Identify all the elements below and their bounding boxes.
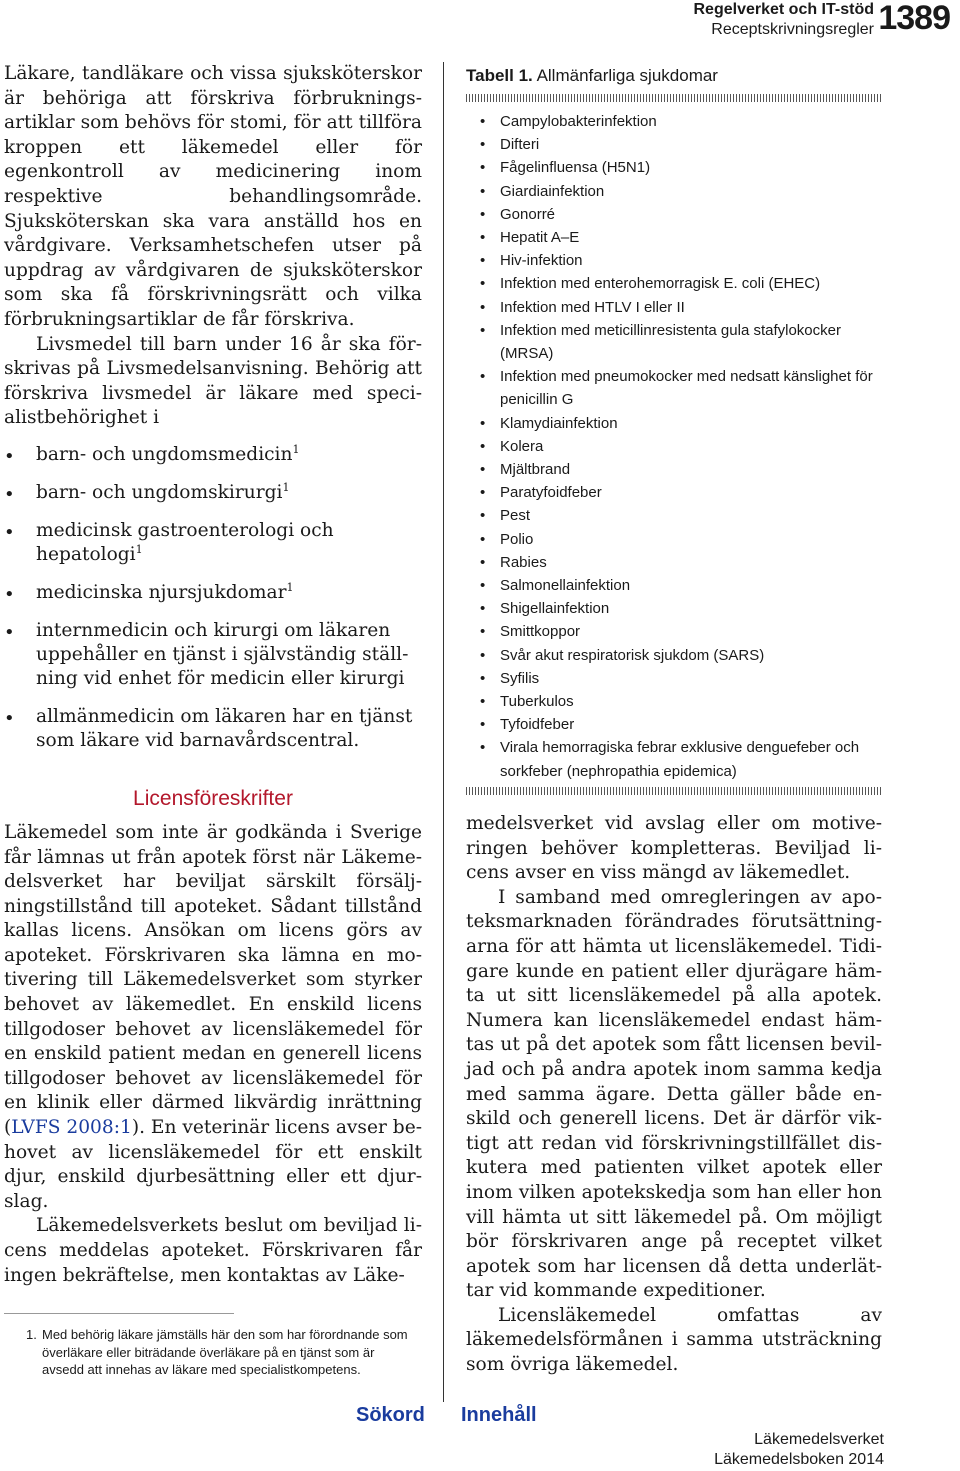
footnote-ref[interactable]: 1 — [282, 480, 290, 494]
bullet-icon: • — [480, 136, 486, 154]
disease-item — [466, 365, 882, 411]
disease-item — [466, 597, 882, 620]
footnote-ref[interactable]: 1 — [292, 442, 300, 456]
bullet-icon: • — [480, 414, 486, 432]
table-label: Tabell 1. — [466, 66, 533, 85]
bullet-icon: • — [4, 621, 15, 643]
running-header — [554, 0, 874, 40]
bullet-icon: • — [480, 623, 486, 641]
list-item — [4, 443, 422, 467]
page-number: 1389 — [878, 0, 950, 37]
bullet-icon: • — [480, 600, 486, 618]
table-title — [466, 66, 882, 86]
left-column — [4, 62, 422, 1288]
list-item-text: internmedicin och kirurgi om läkaren uppehåller en tjänst i självständig ställning vid enhet för medicin eller kirurgi — [36, 619, 409, 689]
disease-item — [466, 551, 882, 574]
bullet-icon: • — [480, 298, 486, 316]
list-item-text: allmänmedicin om läkaren har en tjänst som läkare vid barnavårdscentral. — [36, 705, 413, 751]
disease-name: Infektion med HTLV I eller II — [500, 298, 685, 316]
disease-item — [466, 435, 882, 458]
page-footer — [714, 1430, 884, 1470]
footer-publisher: Läkemedelsverket — [754, 1431, 884, 1448]
table-bottom-rule — [466, 787, 882, 795]
disease-item — [466, 644, 882, 667]
disease-item — [466, 574, 882, 597]
bullet-icon: • — [480, 321, 486, 339]
footnote-text: Med behörig läkare jämställs här den som har förordnande som överläkare eller biträdande överläkare på en tjänst som är avsedd att innehas av läkare med specialistkompetens. — [42, 1327, 408, 1377]
right-column-text — [466, 812, 882, 1378]
disease-name: Difteri — [500, 136, 540, 154]
footnote-divider — [4, 1313, 234, 1314]
disease-item — [466, 504, 882, 527]
disease-name: Klamydiainfektion — [500, 414, 618, 432]
paragraph-prescription-rights: Läkare, tandläkare och vissa sjuksköterskor är behöriga att förskriva förbrukningsartiklar som behövs för stomi, för att tillföra kroppen ett läkemedel eller för egenkontroll av medicinering inom respektive behandlingsområde. Sjuksköterskan ska vara anställd hos en vårdgivare. Verksamhetschefen utser på uppdrag av vårdgivaren de sjuksköterskor som ska få förskrivningsrätt och vilka förbrukningsartiklar de får förskriva. — [4, 63, 422, 330]
disease-item — [466, 458, 882, 481]
disease-item — [466, 319, 882, 365]
disease-name: Smittkoppor — [500, 623, 581, 641]
bullet-icon: • — [480, 716, 486, 734]
bullet-icon: • — [4, 707, 15, 729]
bullet-icon: • — [480, 229, 486, 247]
disease-name: Hiv-infektion — [500, 252, 583, 270]
disease-name: Pest — [500, 507, 531, 525]
disease-name: Infektion med pneumokocker med nedsatt känslighet för penicillin G — [500, 368, 873, 409]
bullet-icon: • — [480, 577, 486, 595]
regulation-link[interactable]: LVFS 2008:1 — [11, 1117, 132, 1139]
paragraph-benefits: Licensläkemedel omfattas av läkemedelsförmånen i samma utsträckning som övriga läkemedel. — [466, 1304, 882, 1376]
paragraph-licenses-part1: Läkemedel som inte är godkända i Sverige får lämnas ut från apotek först när Läkemedelsverket har beviljat särskilt försäljningstillstånd till apoteket. Sådant tillstånd kallas licens. Ansökan om licens görs av apoteket. Förskrivaren ska lämna en motivering till Läkemedelsverket som styrker behovet av läkemedlet. En enskild licens tillgodoser behovet av licensläkemedel för en enskild patient medan en generell licens tillgodoser behovet av licensläkemedel för en klinik eller därmed likvärdig inrättning ( — [4, 821, 422, 1139]
table-title-text: Allmänfarliga sjukdomar — [536, 66, 718, 85]
bullet-icon: • — [480, 739, 486, 757]
footnote-ref[interactable]: 1 — [135, 542, 143, 556]
list-item — [4, 581, 422, 605]
bullet-icon: • — [480, 669, 486, 687]
disease-name: Infektion med enterohemorragisk E. coli (EHEC) — [500, 275, 821, 293]
header-subsection: Receptskrivningsregler — [711, 21, 874, 38]
list-item — [4, 619, 422, 691]
disease-item — [466, 690, 882, 713]
footnote — [4, 1326, 414, 1379]
disease-item — [466, 713, 882, 736]
disease-item — [466, 133, 882, 156]
bullet-icon: • — [480, 553, 486, 571]
paragraph-licenses-part2: ). En veterinär licens avser behovet av licensläkemedel för ett enskilt djur, enskild djurbesättning eller ett djurslag. — [4, 1117, 422, 1212]
bullet-icon: • — [480, 159, 486, 177]
disease-name: Salmonellainfektion — [500, 577, 631, 595]
disease-name: Rabies — [500, 553, 547, 571]
paragraph-pharmacy-market: I samband med omregleringen av apoteksmarknaden förändrades förutsättningarna för att hämta ut licensläkemedel. Tidigare kunde en patient eller djurägare hämta ut sitt licensläkemedel på alla apotek. Numera kan licensläkemedel endast hämtas ut på det apotek som fått licensen beviljad och på andra apotek inom samma kedja med samma ägare. Detta gäller både enskild och generell licens. Det är därför viktigt att redan vid förskrivningstillfället diskutera med patienten vilket apotek eller inom vilken apotekskedja som han eller hon vill hämta ut sitt läkemedel på. Om möjligt bör förskrivaren ange på receptet vilket apotek som har licensen då detta underlättar vid kommande expeditioner. — [466, 886, 882, 1302]
bullet-icon: • — [4, 521, 15, 543]
specialty-list — [4, 443, 422, 753]
bullet-icon: • — [480, 113, 486, 130]
disease-name: Infektion med meticillinresistenta gula stafylokocker (MRSA) — [500, 321, 841, 363]
bullet-icon: • — [480, 461, 486, 479]
bullet-icon: • — [480, 437, 486, 455]
list-item-text: medicinska njursjukdomar — [36, 581, 287, 603]
disease-name: Giardiainfektion — [500, 182, 605, 200]
disease-name: Polio — [500, 530, 534, 548]
bullet-icon: • — [480, 205, 486, 223]
disease-name: Svår akut respiratorisk sjukdom (SARS) — [500, 646, 765, 664]
footnote-number: 1. — [26, 1327, 37, 1342]
bullet-icon: • — [480, 507, 486, 525]
list-item-text: barn- och ungdomskirurgi — [36, 481, 283, 503]
disease-item — [466, 296, 882, 319]
disease-item — [466, 203, 882, 226]
bullet-icon: • — [480, 693, 486, 711]
bullet-icon: • — [480, 275, 486, 293]
disease-name: Tyfoidfeber — [500, 716, 575, 734]
disease-name: Tuberkulos — [500, 693, 574, 711]
bullet-icon: • — [480, 252, 486, 270]
disease-name: Hepatit A–E — [500, 229, 580, 247]
table-box — [466, 66, 882, 803]
bullet-icon: • — [480, 182, 486, 200]
section-heading-licenses: Licensföreskrifter — [133, 786, 293, 810]
disease-item — [466, 736, 882, 782]
disease-name: Fågelinfluensa (H5N1) — [500, 159, 651, 177]
disease-name: Paratyfoidfeber — [500, 484, 602, 502]
disease-item — [466, 481, 882, 504]
disease-list — [466, 110, 882, 783]
header-section: Regelverket och IT-stöd — [693, 1, 874, 18]
bullet-icon: • — [480, 368, 486, 386]
disease-name: Gonorré — [500, 205, 556, 223]
disease-name: Syfilis — [500, 669, 540, 687]
footnote-ref[interactable]: 1 — [286, 580, 294, 594]
column-divider — [443, 62, 444, 1402]
disease-item — [466, 180, 882, 203]
disease-item — [466, 110, 882, 133]
table-top-rule — [466, 94, 882, 102]
list-item — [4, 481, 422, 505]
disease-item — [466, 412, 882, 435]
bullet-icon: • — [480, 646, 486, 664]
list-item — [4, 519, 422, 567]
disease-name: Virala hemorragiska febrar exklusive denguefeber och sorkfeber (nephropathia epidemica) — [500, 739, 860, 780]
bullet-icon: • — [480, 530, 486, 548]
disease-item — [466, 226, 882, 249]
disease-name: Mjältbrand — [500, 461, 571, 479]
disease-item — [466, 528, 882, 551]
paragraph-license-decision: Läkemedelsverkets beslut om beviljad licens meddelas apoteket. Förskrivaren får ingen bekräftelse, men kontaktas av Läke- — [4, 1215, 422, 1286]
footer-book: Läkemedelsboken 2014 — [714, 1451, 884, 1468]
disease-item — [466, 249, 882, 272]
bullet-icon: • — [4, 583, 15, 605]
contents-link[interactable]: Innehåll — [461, 1404, 537, 1426]
paragraph-licenses — [4, 821, 422, 1215]
disease-name: Kolera — [500, 437, 544, 455]
disease-item — [466, 156, 882, 179]
paragraph-food-prescription: Livsmedel till barn under 16 år ska förskrivas på Livsmedelsanvisning. Behörig att förskriva livsmedel är läkare med specialistbehörighet i — [4, 333, 422, 429]
disease-item — [466, 272, 882, 295]
list-item-text: barn- och ungdomsmedicin — [36, 443, 293, 465]
paragraph-decision-continued: medelsverket vid avslag eller om motiveringen behöver kompletteras. Beviljad licens avser en viss mängd av läkemedlet. — [466, 813, 882, 884]
search-terms-link[interactable]: Sökord — [356, 1404, 425, 1426]
list-item — [4, 705, 422, 753]
disease-item — [466, 667, 882, 690]
bullet-icon: • — [4, 483, 15, 505]
list-item-text: medicinsk gastroenterologi och hepatologi — [36, 519, 334, 565]
disease-name: Campylobakterinfektion — [500, 113, 657, 130]
disease-item — [466, 620, 882, 643]
disease-name: Shigellainfektion — [500, 600, 610, 618]
bullet-icon: • — [480, 484, 486, 502]
bullet-icon: • — [4, 445, 15, 467]
